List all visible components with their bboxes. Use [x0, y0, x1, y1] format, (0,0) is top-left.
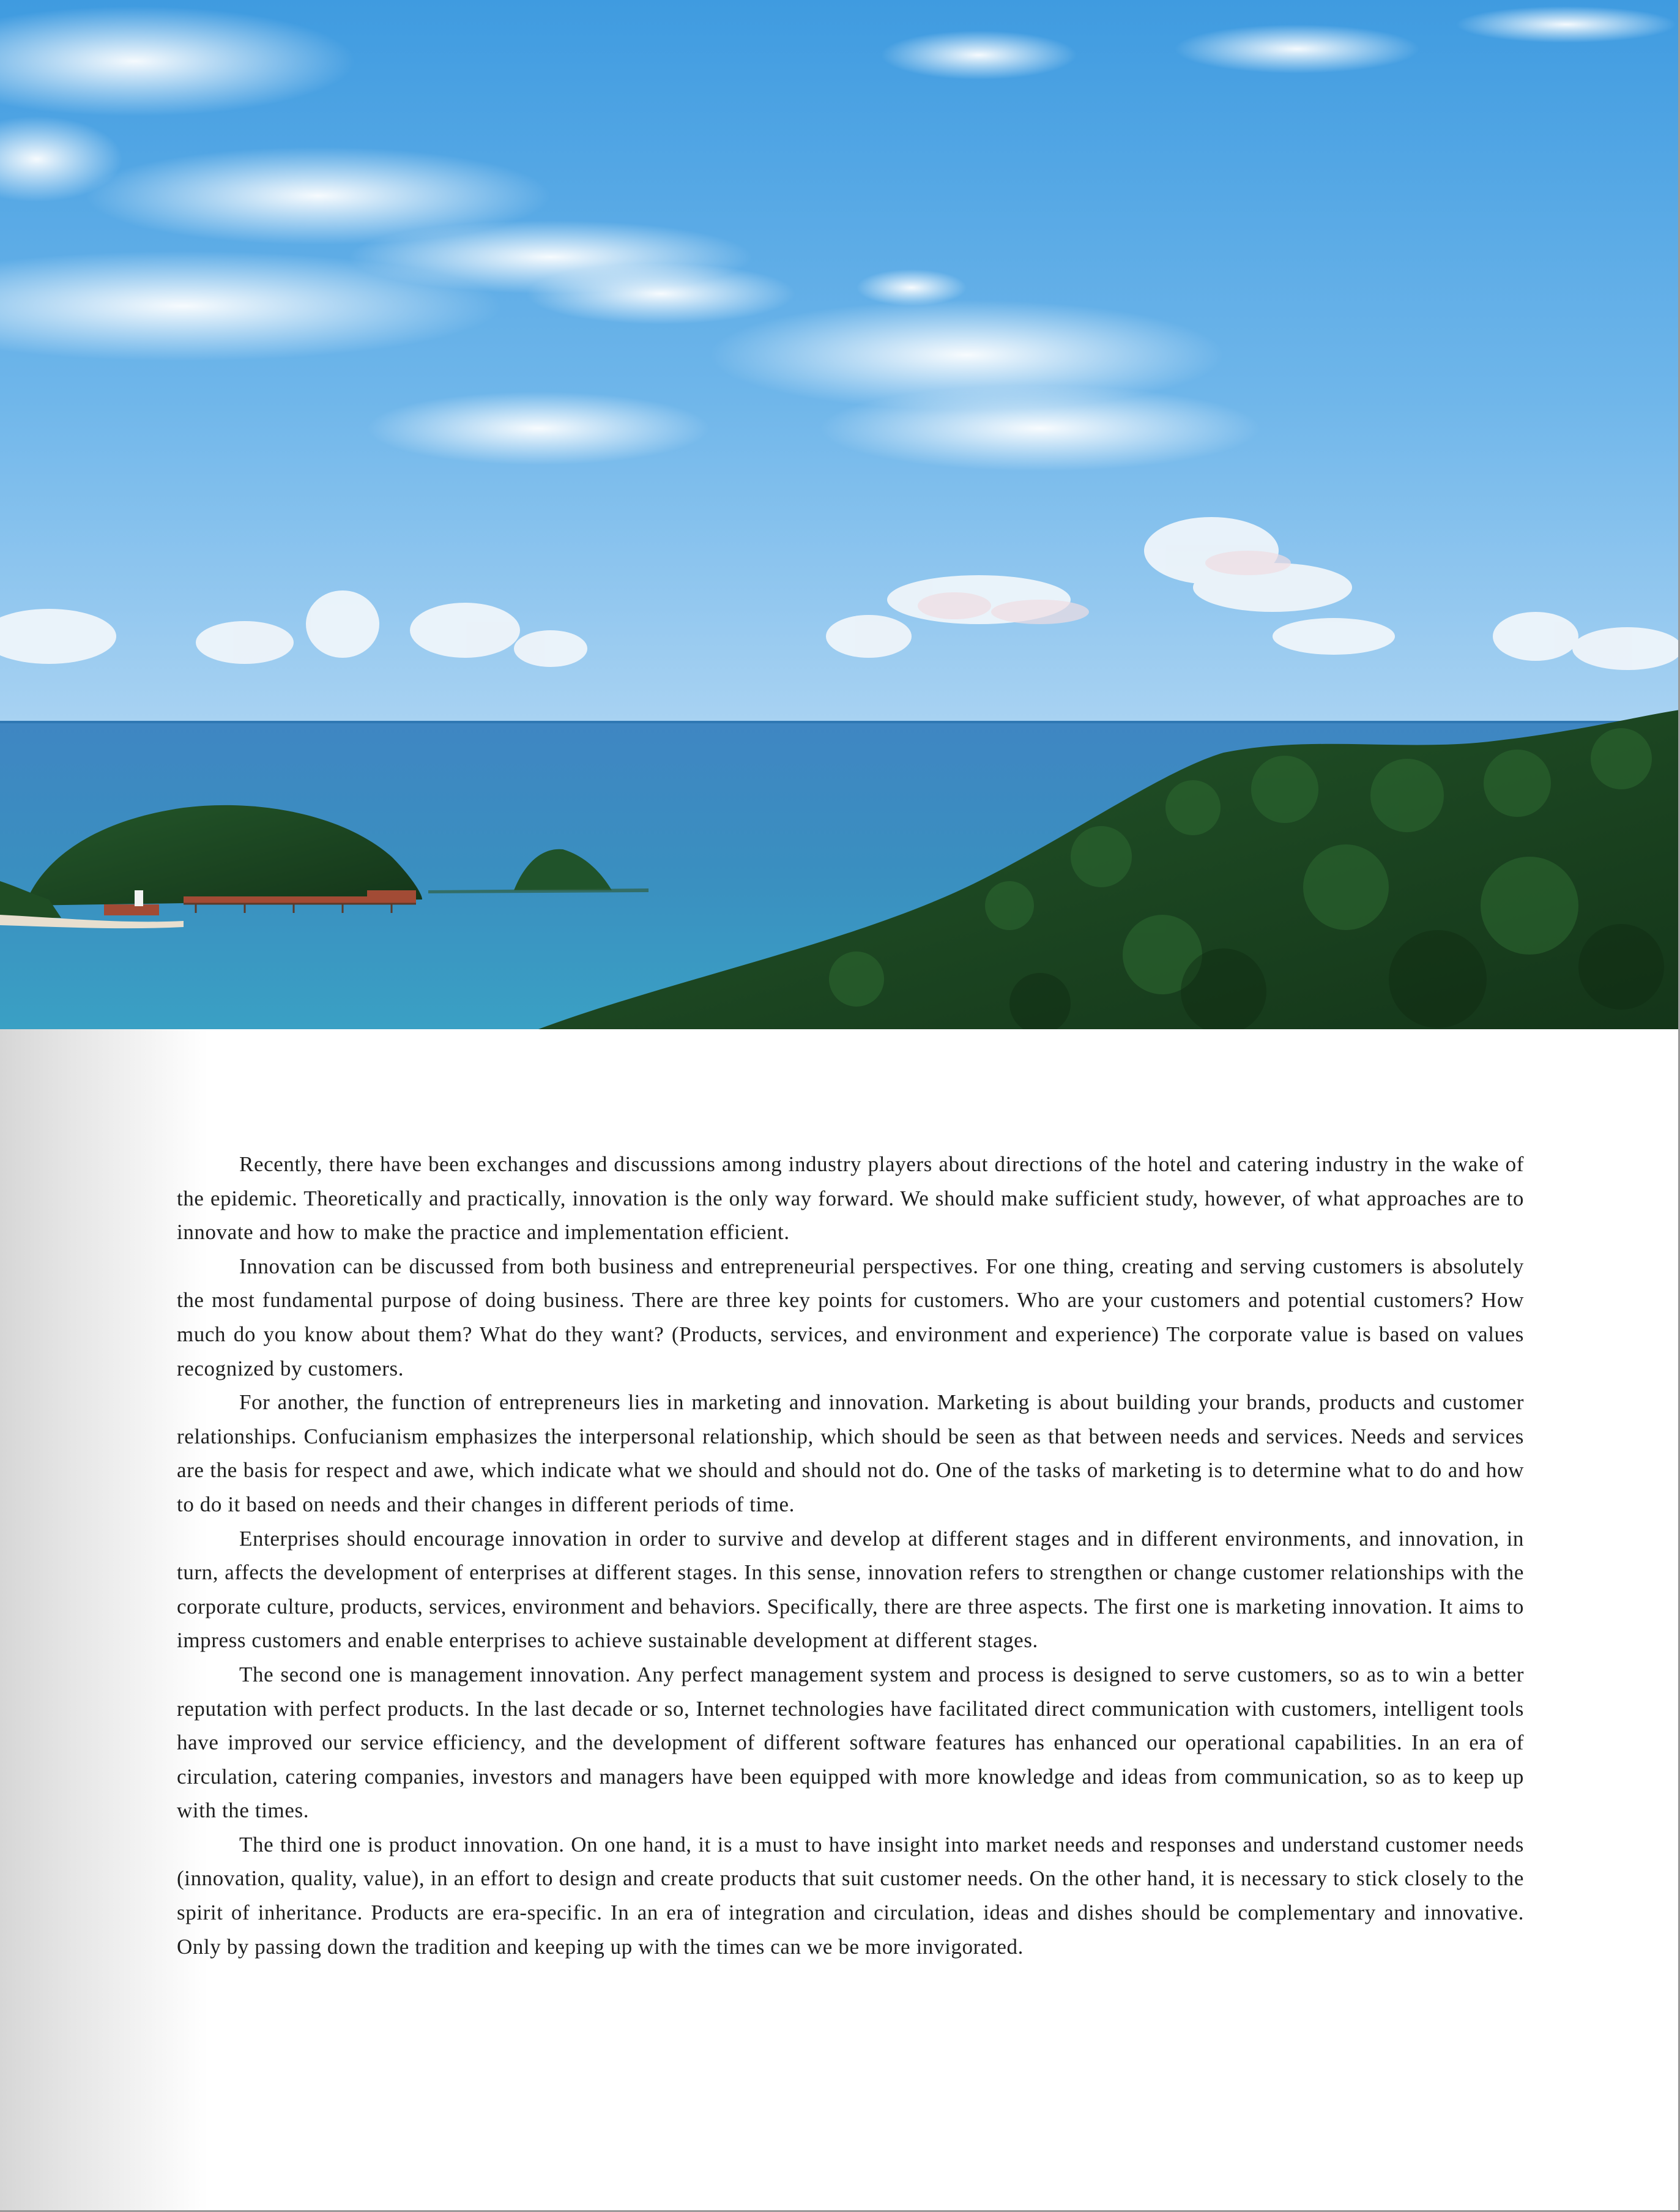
- paragraph-1: Recently, there have been exchanges and discussions among industry players about directions of the hotel and catering industry in the wake of the epidemic. Theoretically and practically, innovation is the only way forward. We should make sufficient study, however, of what approaches are to innovate and how to make the practice and implementation efficient.: [177, 1152, 1524, 1245]
- article-body: [177, 1147, 1524, 1964]
- paragraph-5: The second one is management innovation. Any perfect management system and process is designed to serve customers, so as to win a better reputation with perfect products. In the last decade or so, Internet technologies have facilitated direct communication with customers, intelligent tools have improved our service efficiency, and the development of different software features has enhanced our operational capabilities. In an era of circulation, catering companies, investors and managers have been equipped with more knowledge and ideas from communication, so as to keep up with the times.: [177, 1662, 1524, 1823]
- seascape-illustration: [0, 0, 1680, 1029]
- paragraph-2: Innovation can be discussed from both business and entrepreneurial perspectives. For one thing, creating and serving customers is absolutely the most fundamental purpose of doing business. There are three key points for customers. Who are your customers and potential customers? How much do you know about them? What do they want? (Products, services, and environment and experience) The corporate value is based on values recognized by customers.: [177, 1254, 1524, 1380]
- paragraph-6: The third one is product innovation. On one hand, it is a must to have insight into market needs and responses and understand customer needs (innovation, quality, value), in an effort to design and create products that suit customer needs. On the other hand, it is necessary to stick closely to the spirit of inheritance. Products are era-specific. In an era of integration and circulation, ideas and dishes should be complementary and innovative. Only by passing down the tradition and keeping up with the times can we be more invigorated.: [177, 1832, 1524, 1959]
- hero-seascape-photo: [0, 0, 1680, 1029]
- paragraph-4: Enterprises should encourage innovation in order to survive and develop at different stages and in different environments, and innovation, in turn, affects the development of enterprises at different stages. In this sense, innovation refers to strengthen or change customer relationships with the corporate culture, products, services, environment and behaviors. Specifically, there are three aspects. The first one is marketing innovation. It aims to impress customers and enable enterprises to achieve sustainable development at different stages.: [177, 1526, 1524, 1653]
- paragraph-3: For another, the function of entrepreneurs lies in marketing and innovation. Marketing is about building your brands, products and customer relationships. Confucianism emphasizes the interpersonal relationship, which should be seen as that between needs and services. Needs and services are the basis for respect and awe, which indicate what we should and should not do. One of the tasks of marketing is to determine what to do and how to do it based on needs and their changes in different periods of time.: [177, 1390, 1524, 1516]
